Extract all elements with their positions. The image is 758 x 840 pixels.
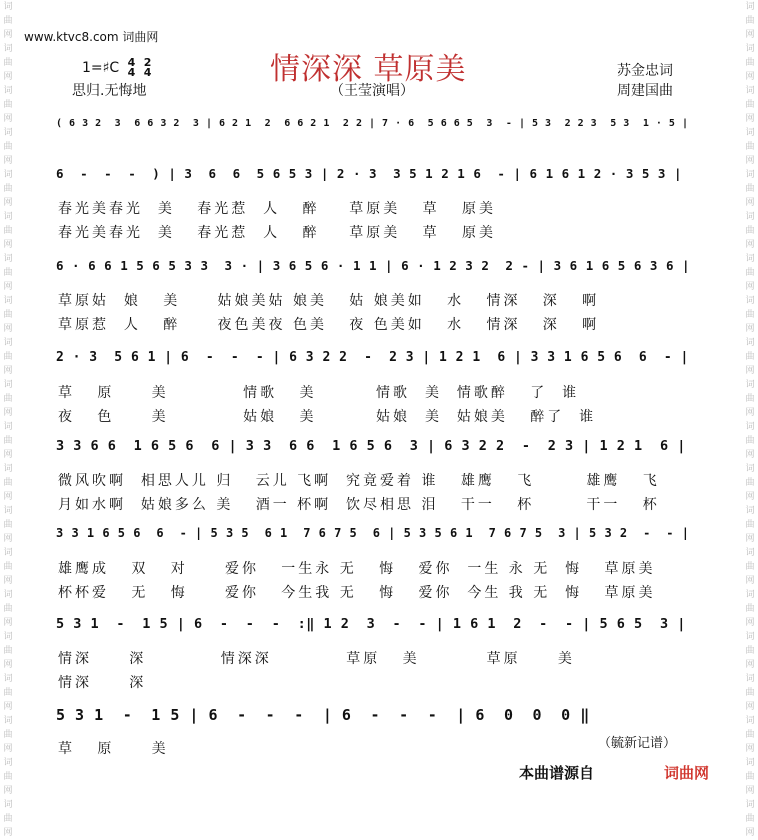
key-label: 1=♯C — [82, 60, 120, 76]
time-signature-1: 4 4 — [127, 56, 136, 79]
recorder-credit: （毓新记谱） — [598, 736, 677, 751]
lyricist: 苏金忠词 — [617, 63, 673, 79]
notation-line: 5 3 1 - 1 5 | 6 - - - :‖ 1 2 3 - - | 1 6 1 2 - - | 5 6 5 3 | — [56, 616, 686, 632]
source-label: 本曲谱源自 — [519, 764, 595, 782]
notation-line: 5 3 1 - 1 5 | 6 - - - | 6 - - - | 6 0 0 0 ‖ — [56, 706, 590, 724]
lyric-verse-1: 微风吹啊 相思人儿 归 云儿 飞啊 究竟爱着 谁 雄鹰 飞 雄鹰 飞 — [58, 473, 660, 489]
notation-line: 6 · 6 6 1 5 6 5 3 3 3 · | 3 6 5 6 · 1 1 | 6 · 1 2 3 2 2 - | 3 6 1 6 5 6 3 6 | — [56, 258, 691, 273]
lyric-verse-2: 情深 深 — [58, 675, 147, 691]
key-signature — [82, 58, 151, 78]
site-url[interactable]: www.ktvc8.com 词曲网 — [24, 30, 159, 44]
notation-line: 6 - - - ) | 3 6 6 5 6 5 3 | 2 · 3 3 5 1 2 1 6 - | 6 1 6 1 2 · 3 5 3 | — [56, 166, 682, 181]
time-signature-2: 2 4 — [143, 56, 152, 79]
lyric-verse-1: 草 原 美 — [58, 741, 169, 757]
singer: （王莹演唱） — [330, 83, 414, 99]
lyric-verse-1: 雄鹰成 双 对 爱你 一生永 无 悔 爱你 一生 永 无 悔 草原美 — [58, 561, 656, 577]
notation-line: ( 6 3 2 3 6 6 3 2 3 | 6 2 1 2 6 6 2 1 2 2 | 7 · 6 5 6 6 5 3 - | 5 3 2 2 3 5 3 1 · 5 | — [56, 118, 689, 129]
notation-line: 3 3 1 6 5 6 6 - | 5 3 5 6 1 7 6 7 5 6 | 5 3 5 6 1 7 6 7 5 3 | 5 3 2 - - | — [56, 526, 690, 540]
lyric-verse-1: 草 原 美 情歌 美 情歌 美 情歌醉 了 谁 — [58, 385, 580, 401]
notation-line: 3 3 6 6 1 6 5 6 6 | 3 3 6 6 1 6 5 6 3 | 6 3 2 2 - 2 3 | 1 2 1 6 | — [56, 438, 686, 454]
watermark-left: 词曲网词曲网词曲网词曲网词曲网词曲网词曲网词曲网词曲网词曲网词曲网词曲网词曲网词曲网词曲网词曲网词曲网词曲网词曲网词曲网 — [3, 2, 13, 838]
notation-line: 2 · 3 5 6 1 | 6 - - - | 6 3 2 2 - 2 3 | 1 2 1 6 | 3 3 1 6 5 6 6 - | — [56, 350, 689, 365]
song-list: 思归.无悔地 — [72, 83, 147, 99]
lyric-verse-2: 月如水啊 姑娘多么 美 酒一 杯啊 饮尽相思 泪 干一 杯 干一 杯 — [58, 497, 660, 513]
lyric-verse-2: 夜 色 美 姑娘 美 姑娘 美 姑娘美 醉了 谁 — [58, 409, 597, 425]
lyric-verse-2: 草原惹 人 醉 夜色美夜 色美 夜 色美如 水 情深 深 啊 — [58, 317, 600, 333]
watermark-right: 词曲网词曲网词曲网词曲网词曲网词曲网词曲网词曲网词曲网词曲网词曲网词曲网词曲网词曲网词曲网词曲网词曲网词曲网词曲网词曲网 — [745, 2, 755, 838]
composer: 周建国曲 — [617, 83, 673, 99]
site-logo[interactable]: 词曲网 — [664, 764, 710, 782]
lyric-verse-2: 杯杯爱 无 悔 爱你 今生我 无 悔 爱你 今生 我 无 悔 草原美 — [58, 585, 656, 601]
lyric-verse-1: 情深 深 情深深 草原 美 草原 美 — [58, 651, 575, 667]
lyric-verse-1: 春光美春光 美 春光惹 人 醉 草原美 草 原美 — [58, 201, 497, 217]
lyric-verse-1: 草原姑 娘 美 姑娘美姑 娘美 姑 娘美如 水 情深 深 啊 — [58, 293, 600, 309]
lyric-verse-2: 春光美春光 美 春光惹 人 醉 草原美 草 原美 — [58, 225, 497, 241]
page-title: 情深深 草原美 — [270, 52, 467, 87]
